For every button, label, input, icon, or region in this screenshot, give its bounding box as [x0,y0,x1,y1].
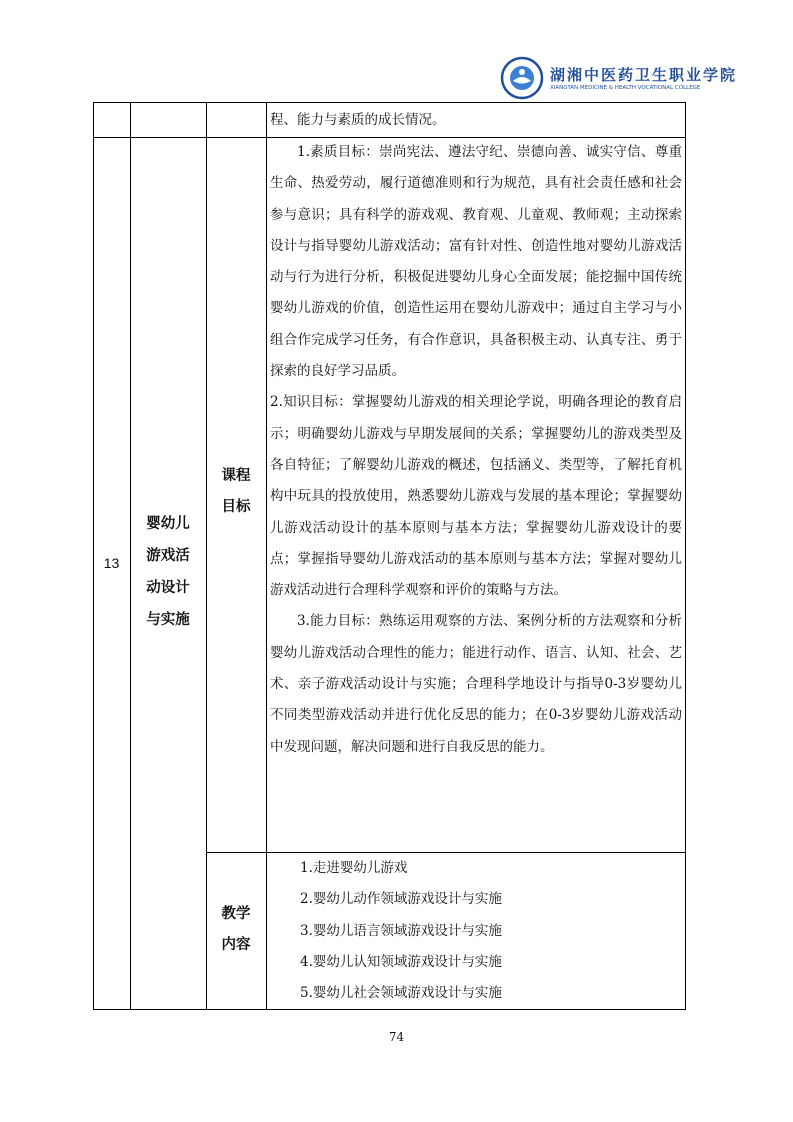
col-divider-2 [206,102,207,1010]
content-label-line: 内容 [221,937,251,953]
goals-label [206,461,266,523]
course-name-line: 游戏活 [146,548,190,564]
page-number: 74 [388,1030,405,1044]
goals-label-line: 课程 [221,468,251,484]
course-name-line: 动设计 [146,580,190,596]
list-item: 3.婴幼儿语言领域游戏设计与实施 [300,922,502,939]
goal-ability: 3.能力目标：熟练运用观察的方法、案例分析的方法观察和分析婴幼儿游戏活动合理性的能力；能进行动作、语言、认知、社会、艺术、亲子游戏活动设计与实施；合理科学地设计与指导0-3岁婴幼儿不同类型游戏活动并进行优化反思的能力；在0-3岁婴幼儿游戏活动中发现问题，解决问题和进行自我反思的能力。 [270,613,682,755]
content-label [206,899,266,961]
college-emblem-icon [500,56,544,100]
list-item: 5.婴幼儿社会领域游戏设计与实施 [300,985,502,1002]
list-item: 2.婴幼儿动作领域游戏设计与实施 [300,891,502,908]
goal-quality: 1.素质目标：崇尚宪法、遵法守纪、崇德向善、诚实守信、尊重生命、热爱劳动，履行道德准则和行为规范，具有社会责任感和社会参与意识；具有科学的游戏观、教育观、儿童观、教师观；主动探索设计与指导婴幼儿游戏活动；富有针对性、创造性地对婴幼儿游戏活动与行为进行分析，积极促进婴幼儿身心全面发展；能挖掘中国传统婴幼儿游戏的价值，创造性运用在婴幼儿游戏中；通过自主学习与小组合作完成学习任务，有合作意识，具备积极主动、认真专注、勇于探索的良好学习品质。 [270,144,682,380]
course-name-line: 与实施 [146,612,190,628]
continued-text-line: 程、能力与素质的成长情况。 [270,112,446,128]
col-divider-3 [266,102,267,1010]
list-item: 1.走进婴幼儿游戏 [300,860,408,876]
goals-label-line: 目标 [221,499,251,515]
teaching-content-list [300,853,680,1009]
content-label-line: 教学 [221,906,251,922]
list-item: 4.婴幼儿认知领域游戏设计与实施 [300,953,502,970]
course-name-line: 婴幼儿 [146,516,190,532]
goal-knowledge: 2.知识目标：掌握婴幼儿游戏的相关理论学说，明确各理论的教育启示；明确婴幼儿游戏与早期发展间的关系；掌握婴幼儿的游戏类型及各自特征；了解婴幼儿游戏的概述，包括涵义、类型等，了解托育机构中玩具的投放使用，熟悉婴幼儿游戏与发展的基本理论；掌握婴幼儿游戏活动设计的基本原则与基本方法；掌握婴幼儿游戏设计的要点；掌握指导婴幼儿游戏活动的基本原则与基本方法；掌握对婴幼儿游戏活动进行合理科学观察和评价的策略与方法。 [270,394,682,599]
continued-text [266,102,686,138]
logo-name-cn: 湖湘中医药卫生职业学院 [550,66,738,84]
course-goals [270,137,682,763]
logo-name-en: XIANGTAN MEDICINE & HEALTH VOCATIONAL COLLEGE [550,85,701,91]
row-number: 13 [103,555,120,571]
college-logo [500,56,738,102]
course-name [130,508,206,636]
